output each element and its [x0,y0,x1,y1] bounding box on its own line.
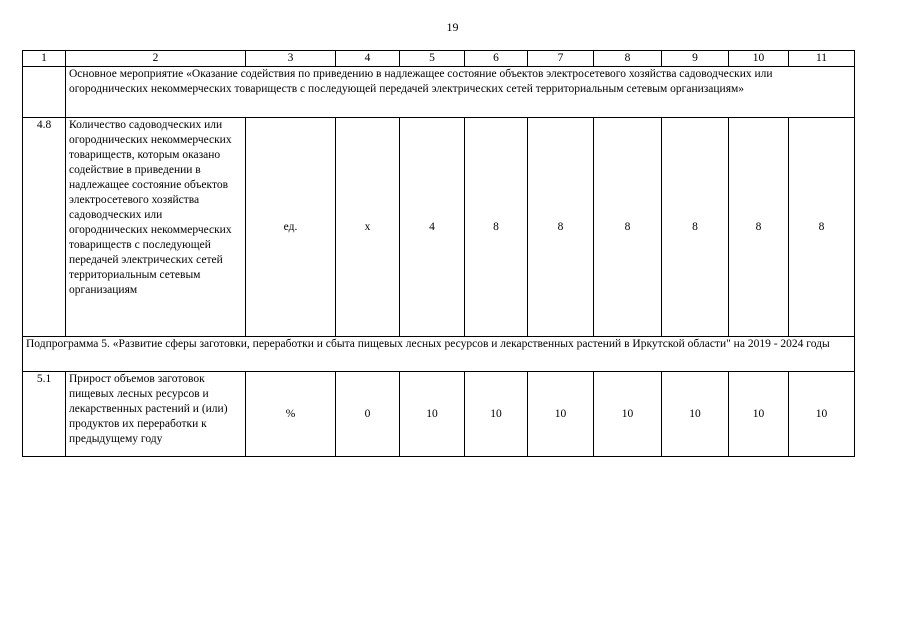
indicators-table [22,50,855,457]
row-number: 4.8 [23,118,66,337]
column-number: 6 [465,51,528,67]
subprogram-row [23,337,855,372]
column-number: 9 [662,51,729,67]
value-cell: х [336,118,400,337]
value-cell: 10 [528,372,594,457]
unit-cell: ед. [246,118,336,337]
main-activity-title: Основное мероприятие «Оказание содействия по приведению в надлежащее состояние объектов электросетевого хозяйства садоводческих или огороднических некоммерческих товариществ с последующей передачей электрических сетей территориальным сетевым организациям» [66,67,855,118]
value-cell: 10 [789,372,855,457]
main-activity-row [23,67,855,118]
column-number: 11 [789,51,855,67]
column-number: 2 [66,51,246,67]
value-cell: 8 [729,118,789,337]
column-number: 1 [23,51,66,67]
empty-cell [23,67,66,118]
table-row [23,118,855,337]
value-cell: 8 [528,118,594,337]
column-number: 4 [336,51,400,67]
page-number: 19 [446,20,459,34]
value-cell: 10 [662,372,729,457]
value-cell: 10 [729,372,789,457]
column-number: 7 [528,51,594,67]
column-number: 8 [594,51,662,67]
value-cell: 10 [594,372,662,457]
subprogram-title: Подпрограмма 5. «Развитие сферы заготовки, переработки и сбыта пищевых лесных ресурсов и лекарственных растений в Иркутской области" на 2019 - 2024 годы [23,337,855,372]
column-number: 3 [246,51,336,67]
value-cell: 8 [662,118,729,337]
column-number-row [23,51,855,67]
value-cell: 4 [400,118,465,337]
column-number: 5 [400,51,465,67]
table-row [23,372,855,457]
value-cell: 8 [789,118,855,337]
value-cell: 8 [594,118,662,337]
row-number: 5.1 [23,372,66,457]
unit-cell: % [246,372,336,457]
indicator-name: Количество садоводческих или огороднических некоммерческих товариществ, которым оказано содействие в приведении в надлежащее состояние объектов электросетевого хозяйства садоводческих или огороднических некоммерческих товариществ с последующей передачей электрических сетей территориальным сетевым организациям [66,118,246,337]
indicator-name: Прирост объемов заготовок пищевых лесных ресурсов и лекарственных растений и (или) продуктов их переработки к предыдущему году [66,372,246,457]
value-cell: 8 [465,118,528,337]
value-cell: 10 [400,372,465,457]
value-cell: 10 [465,372,528,457]
value-cell: 0 [336,372,400,457]
column-number: 10 [729,51,789,67]
